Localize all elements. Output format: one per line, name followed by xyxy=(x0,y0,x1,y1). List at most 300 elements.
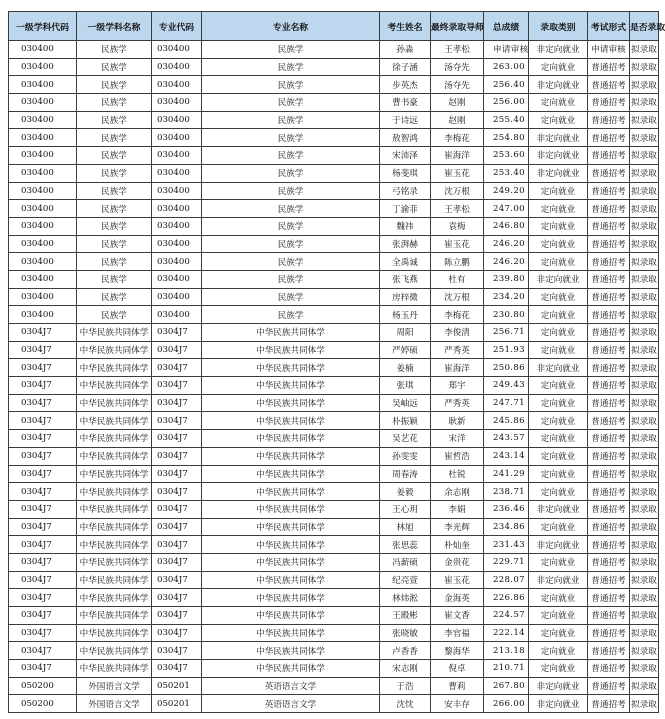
final-supervisor-cell: 李娟 xyxy=(431,500,484,518)
exam-type-cell: 普通招考 xyxy=(588,660,630,678)
major-code-cell: 030400 xyxy=(152,147,202,165)
admission-category-cell: 非定向就业 xyxy=(529,270,588,288)
primary-discipline-name-cell: 中华民族共同体学 xyxy=(77,607,152,625)
exam-type-cell: 普通招考 xyxy=(588,147,630,165)
exam-type-cell: 普通招考 xyxy=(588,518,630,536)
final-supervisor-cell: 黎海华 xyxy=(431,642,484,660)
final-supervisor-cell: 李梅花 xyxy=(431,129,484,147)
major-name-cell: 民族学 xyxy=(202,217,380,235)
exam-type-cell: 普通招考 xyxy=(588,624,630,642)
exam-type-cell: 普通招考 xyxy=(588,76,630,94)
primary-discipline-code-cell: 030400 xyxy=(9,111,77,129)
admission-status-cell: 拟录取 xyxy=(630,164,659,182)
admission-status-cell: 拟录取 xyxy=(630,94,659,112)
column-header-admission-category: 录取类别 xyxy=(529,12,588,41)
major-code-cell: 0304J7 xyxy=(152,377,202,395)
column-header-primary-discipline-name: 一级学科名称 xyxy=(77,12,152,41)
table-row xyxy=(9,270,659,288)
major-name-cell: 中华民族共同体学 xyxy=(202,571,380,589)
admission-category-cell: 定向就业 xyxy=(529,111,588,129)
admission-category-cell: 定向就业 xyxy=(529,447,588,465)
final-supervisor-cell: 王孝松 xyxy=(431,41,484,59)
major-code-cell: 0304J7 xyxy=(152,447,202,465)
total-score-cell: 230.80 xyxy=(484,306,529,324)
admission-status-cell: 拟录取 xyxy=(630,58,659,76)
total-score-cell: 254.80 xyxy=(484,129,529,147)
admission-category-cell: 非定向就业 xyxy=(529,359,588,377)
candidate-name-cell: 张飞燕 xyxy=(380,270,431,288)
exam-type-cell: 申请审核 xyxy=(588,41,630,59)
primary-discipline-code-cell: 0304J7 xyxy=(9,394,77,412)
primary-discipline-code-cell: 0304J7 xyxy=(9,483,77,501)
admission-status-cell: 拟录取 xyxy=(630,536,659,554)
admission-category-cell: 定向就业 xyxy=(529,324,588,342)
admission-status-cell: 拟录取 xyxy=(630,129,659,147)
primary-discipline-name-cell: 民族学 xyxy=(77,288,152,306)
final-supervisor-cell: 李官福 xyxy=(431,624,484,642)
primary-discipline-code-cell: 030400 xyxy=(9,288,77,306)
total-score-cell: 申请审核 xyxy=(484,41,529,59)
final-supervisor-cell: 崔玉花 xyxy=(431,571,484,589)
candidate-name-cell: 徐子涵 xyxy=(380,58,431,76)
primary-discipline-code-cell: 030400 xyxy=(9,200,77,218)
final-supervisor-cell: 杜有 xyxy=(431,270,484,288)
admission-status-cell: 拟录取 xyxy=(630,447,659,465)
admission-category-cell: 定向就业 xyxy=(529,377,588,395)
major-code-cell: 0304J7 xyxy=(152,394,202,412)
major-code-cell: 0304J7 xyxy=(152,589,202,607)
exam-type-cell: 普通招考 xyxy=(588,359,630,377)
exam-type-cell: 普通招考 xyxy=(588,500,630,518)
admission-status-cell: 拟录取 xyxy=(630,270,659,288)
admission-category-cell: 定向就业 xyxy=(529,483,588,501)
exam-type-cell: 普通招考 xyxy=(588,447,630,465)
primary-discipline-name-cell: 中华民族共同体学 xyxy=(77,377,152,395)
admission-category-cell: 定向就业 xyxy=(529,660,588,678)
column-header-admission-status: 是否录取 xyxy=(630,12,659,41)
final-supervisor-cell: 杜锐 xyxy=(431,465,484,483)
table-row xyxy=(9,164,659,182)
admission-status-cell: 拟录取 xyxy=(630,288,659,306)
major-name-cell: 中华民族共同体学 xyxy=(202,377,380,395)
exam-type-cell: 普通招考 xyxy=(588,412,630,430)
candidate-name-cell: 于诗远 xyxy=(380,111,431,129)
total-score-cell: 239.80 xyxy=(484,270,529,288)
exam-type-cell: 普通招考 xyxy=(588,217,630,235)
primary-discipline-code-cell: 030400 xyxy=(9,147,77,165)
table-row xyxy=(9,235,659,253)
admission-category-cell: 非定向就业 xyxy=(529,164,588,182)
major-code-cell: 0304J7 xyxy=(152,536,202,554)
major-code-cell: 0304J7 xyxy=(152,553,202,571)
primary-discipline-code-cell: 0304J7 xyxy=(9,624,77,642)
major-code-cell: 0304J7 xyxy=(152,341,202,359)
primary-discipline-code-cell: 030400 xyxy=(9,76,77,94)
total-score-cell: 229.71 xyxy=(484,553,529,571)
primary-discipline-name-cell: 中华民族共同体学 xyxy=(77,500,152,518)
major-code-cell: 0304J7 xyxy=(152,483,202,501)
candidate-name-cell: 王心玥 xyxy=(380,500,431,518)
admission-status-cell: 拟录取 xyxy=(630,483,659,501)
major-name-cell: 中华民族共同体学 xyxy=(202,553,380,571)
total-score-cell: 243.14 xyxy=(484,447,529,465)
table-row xyxy=(9,500,659,518)
admission-category-cell: 非定向就业 xyxy=(529,695,588,713)
candidate-name-cell: 周阳 xyxy=(380,324,431,342)
major-name-cell: 中华民族共同体学 xyxy=(202,465,380,483)
total-score-cell: 243.57 xyxy=(484,430,529,448)
primary-discipline-code-cell: 0304J7 xyxy=(9,553,77,571)
primary-discipline-code-cell: 0304J7 xyxy=(9,324,77,342)
major-name-cell: 中华民族共同体学 xyxy=(202,642,380,660)
total-score-cell: 253.40 xyxy=(484,164,529,182)
column-header-final-supervisor: 最终录取导师 xyxy=(431,12,484,41)
exam-type-cell: 普通招考 xyxy=(588,394,630,412)
major-code-cell: 0304J7 xyxy=(152,660,202,678)
candidate-name-cell: 王殿彬 xyxy=(380,607,431,625)
primary-discipline-code-cell: 0304J7 xyxy=(9,660,77,678)
major-name-cell: 民族学 xyxy=(202,306,380,324)
total-score-cell: 247.71 xyxy=(484,394,529,412)
table-row xyxy=(9,94,659,112)
major-code-cell: 030400 xyxy=(152,253,202,271)
total-score-cell: 249.20 xyxy=(484,182,529,200)
primary-discipline-name-cell: 中华民族共同体学 xyxy=(77,430,152,448)
total-score-cell: 253.60 xyxy=(484,147,529,165)
table-body xyxy=(9,41,659,713)
final-supervisor-cell: 崔玉花 xyxy=(431,164,484,182)
final-supervisor-cell: 汤夺先 xyxy=(431,58,484,76)
candidate-name-cell: 敖智鸿 xyxy=(380,129,431,147)
exam-type-cell: 普通招考 xyxy=(588,465,630,483)
admission-status-cell: 拟录取 xyxy=(630,607,659,625)
admission-category-cell: 非定向就业 xyxy=(529,76,588,94)
admission-status-cell: 拟录取 xyxy=(630,430,659,448)
major-name-cell: 中华民族共同体学 xyxy=(202,341,380,359)
primary-discipline-name-cell: 中华民族共同体学 xyxy=(77,571,152,589)
column-header-candidate-name: 考生姓名 xyxy=(380,12,431,41)
admission-status-cell: 拟录取 xyxy=(630,200,659,218)
final-supervisor-cell: 李梅花 xyxy=(431,306,484,324)
final-supervisor-cell: 耿新 xyxy=(431,412,484,430)
table-row xyxy=(9,677,659,695)
exam-type-cell: 普通招考 xyxy=(588,129,630,147)
admission-status-cell: 拟录取 xyxy=(630,394,659,412)
primary-discipline-code-cell: 0304J7 xyxy=(9,500,77,518)
table-row xyxy=(9,253,659,271)
major-name-cell: 中华民族共同体学 xyxy=(202,394,380,412)
primary-discipline-code-cell: 0304J7 xyxy=(9,571,77,589)
candidate-name-cell: 张湃赫 xyxy=(380,235,431,253)
admission-category-cell: 定向就业 xyxy=(529,341,588,359)
admission-category-cell: 非定向就业 xyxy=(529,677,588,695)
primary-discipline-code-cell: 030400 xyxy=(9,217,77,235)
table-row xyxy=(9,642,659,660)
major-code-cell: 030400 xyxy=(152,76,202,94)
admission-status-cell: 拟录取 xyxy=(630,500,659,518)
column-header-major-code: 专业代码 xyxy=(152,12,202,41)
primary-discipline-name-cell: 中华民族共同体学 xyxy=(77,341,152,359)
admission-status-cell: 拟录取 xyxy=(630,147,659,165)
primary-discipline-code-cell: 030400 xyxy=(9,270,77,288)
admission-status-cell: 拟录取 xyxy=(630,41,659,59)
major-code-cell: 030400 xyxy=(152,111,202,129)
candidate-name-cell: 姜毅 xyxy=(380,483,431,501)
candidate-name-cell: 魏祎 xyxy=(380,217,431,235)
candidate-name-cell: 杨玉丹 xyxy=(380,306,431,324)
major-name-cell: 民族学 xyxy=(202,58,380,76)
major-name-cell: 民族学 xyxy=(202,129,380,147)
table-row xyxy=(9,288,659,306)
total-score-cell: 234.20 xyxy=(484,288,529,306)
admission-category-cell: 定向就业 xyxy=(529,394,588,412)
primary-discipline-name-cell: 民族学 xyxy=(77,235,152,253)
candidate-name-cell: 姜楠 xyxy=(380,359,431,377)
primary-discipline-code-cell: 050200 xyxy=(9,695,77,713)
admission-status-cell: 拟录取 xyxy=(630,324,659,342)
exam-type-cell: 普通招考 xyxy=(588,695,630,713)
primary-discipline-name-cell: 中华民族共同体学 xyxy=(77,624,152,642)
candidate-name-cell: 沈忱 xyxy=(380,695,431,713)
total-score-cell: 238.71 xyxy=(484,483,529,501)
major-code-cell: 030400 xyxy=(152,270,202,288)
major-code-cell: 030400 xyxy=(152,182,202,200)
admission-status-cell: 拟录取 xyxy=(630,465,659,483)
table-row xyxy=(9,465,659,483)
total-score-cell: 234.86 xyxy=(484,518,529,536)
final-supervisor-cell: 崔海洋 xyxy=(431,147,484,165)
admission-category-cell: 定向就业 xyxy=(529,553,588,571)
primary-discipline-code-cell: 0304J7 xyxy=(9,589,77,607)
primary-discipline-code-cell: 030400 xyxy=(9,182,77,200)
admission-category-cell: 定向就业 xyxy=(529,607,588,625)
exam-type-cell: 普通招考 xyxy=(588,182,630,200)
major-code-cell: 0304J7 xyxy=(152,518,202,536)
final-supervisor-cell: 沈万根 xyxy=(431,182,484,200)
final-supervisor-cell: 金海英 xyxy=(431,589,484,607)
primary-discipline-code-cell: 030400 xyxy=(9,253,77,271)
major-code-cell: 0304J7 xyxy=(152,607,202,625)
primary-discipline-name-cell: 中华民族共同体学 xyxy=(77,660,152,678)
final-supervisor-cell: 严秀英 xyxy=(431,341,484,359)
admission-status-cell: 拟录取 xyxy=(630,642,659,660)
admission-table-container xyxy=(8,11,665,713)
total-score-cell: 226.86 xyxy=(484,589,529,607)
admission-status-cell: 拟录取 xyxy=(630,182,659,200)
admission-category-cell: 定向就业 xyxy=(529,589,588,607)
admission-category-cell: 定向就业 xyxy=(529,288,588,306)
table-row xyxy=(9,182,659,200)
exam-type-cell: 普通招考 xyxy=(588,253,630,271)
total-score-cell: 267.80 xyxy=(484,677,529,695)
final-supervisor-cell: 王孝松 xyxy=(431,200,484,218)
primary-discipline-name-cell: 民族学 xyxy=(77,306,152,324)
candidate-name-cell: 林旭 xyxy=(380,518,431,536)
final-supervisor-cell: 李俊清 xyxy=(431,324,484,342)
admission-status-cell: 拟录取 xyxy=(630,306,659,324)
admission-status-cell: 拟录取 xyxy=(630,217,659,235)
major-name-cell: 民族学 xyxy=(202,164,380,182)
major-code-cell: 030400 xyxy=(152,200,202,218)
major-name-cell: 民族学 xyxy=(202,270,380,288)
primary-discipline-code-cell: 0304J7 xyxy=(9,607,77,625)
primary-discipline-name-cell: 中华民族共同体学 xyxy=(77,394,152,412)
candidate-name-cell: 孙淼 xyxy=(380,41,431,59)
total-score-cell: 256.40 xyxy=(484,76,529,94)
admission-category-cell: 非定向就业 xyxy=(529,571,588,589)
candidate-name-cell: 朴振颖 xyxy=(380,412,431,430)
major-name-cell: 民族学 xyxy=(202,147,380,165)
column-header-exam-type: 考试形式 xyxy=(588,12,630,41)
exam-type-cell: 普通招考 xyxy=(588,677,630,695)
table-row xyxy=(9,607,659,625)
table-row xyxy=(9,41,659,59)
major-name-cell: 中华民族共同体学 xyxy=(202,624,380,642)
total-score-cell: 228.07 xyxy=(484,571,529,589)
major-name-cell: 中华民族共同体学 xyxy=(202,607,380,625)
total-score-cell: 255.40 xyxy=(484,111,529,129)
table-row xyxy=(9,695,659,713)
total-score-cell: 241.29 xyxy=(484,465,529,483)
candidate-name-cell: 宋志刚 xyxy=(380,660,431,678)
primary-discipline-code-cell: 0304J7 xyxy=(9,412,77,430)
admission-status-cell: 拟录取 xyxy=(630,677,659,695)
primary-discipline-name-cell: 民族学 xyxy=(77,147,152,165)
primary-discipline-code-cell: 030400 xyxy=(9,164,77,182)
total-score-cell: 256.00 xyxy=(484,94,529,112)
exam-type-cell: 普通招考 xyxy=(588,288,630,306)
admission-category-cell: 定向就业 xyxy=(529,58,588,76)
admission-category-cell: 定向就业 xyxy=(529,235,588,253)
total-score-cell: 213.18 xyxy=(484,642,529,660)
primary-discipline-code-cell: 030400 xyxy=(9,58,77,76)
primary-discipline-code-cell: 0304J7 xyxy=(9,359,77,377)
exam-type-cell: 普通招考 xyxy=(588,200,630,218)
table-row xyxy=(9,111,659,129)
primary-discipline-name-cell: 民族学 xyxy=(77,182,152,200)
total-score-cell: 210.71 xyxy=(484,660,529,678)
admission-category-cell: 定向就业 xyxy=(529,306,588,324)
primary-discipline-name-cell: 中华民族共同体学 xyxy=(77,589,152,607)
admission-category-cell: 定向就业 xyxy=(529,200,588,218)
admission-status-cell: 拟录取 xyxy=(630,359,659,377)
exam-type-cell: 普通招考 xyxy=(588,553,630,571)
exam-type-cell: 普通招考 xyxy=(588,324,630,342)
major-name-cell: 中华民族共同体学 xyxy=(202,324,380,342)
table-row xyxy=(9,200,659,218)
exam-type-cell: 普通招考 xyxy=(588,270,630,288)
major-code-cell: 0304J7 xyxy=(152,412,202,430)
table-row xyxy=(9,359,659,377)
table-header-row xyxy=(9,12,659,41)
final-supervisor-cell: 沈万根 xyxy=(431,288,484,306)
primary-discipline-name-cell: 中华民族共同体学 xyxy=(77,359,152,377)
primary-discipline-code-cell: 050200 xyxy=(9,677,77,695)
candidate-name-cell: 吴岫远 xyxy=(380,394,431,412)
major-name-cell: 中华民族共同体学 xyxy=(202,536,380,554)
final-supervisor-cell: 崔海洋 xyxy=(431,359,484,377)
major-code-cell: 030400 xyxy=(152,41,202,59)
final-supervisor-cell: 宋洋 xyxy=(431,430,484,448)
candidate-name-cell: 林炜淞 xyxy=(380,589,431,607)
total-score-cell: 224.57 xyxy=(484,607,529,625)
primary-discipline-code-cell: 030400 xyxy=(9,306,77,324)
primary-discipline-code-cell: 030400 xyxy=(9,129,77,147)
final-supervisor-cell: 陈立鹏 xyxy=(431,253,484,271)
admission-status-cell: 拟录取 xyxy=(630,76,659,94)
exam-type-cell: 普通招考 xyxy=(588,483,630,501)
admission-category-cell: 定向就业 xyxy=(529,217,588,235)
major-code-cell: 050201 xyxy=(152,695,202,713)
exam-type-cell: 普通招考 xyxy=(588,536,630,554)
candidate-name-cell: 张琪 xyxy=(380,377,431,395)
table-row xyxy=(9,430,659,448)
final-supervisor-cell: 余志刚 xyxy=(431,483,484,501)
table-row xyxy=(9,536,659,554)
table-row xyxy=(9,147,659,165)
major-name-cell: 民族学 xyxy=(202,41,380,59)
table-row xyxy=(9,624,659,642)
major-name-cell: 中华民族共同体学 xyxy=(202,518,380,536)
admission-category-cell: 非定向就业 xyxy=(529,129,588,147)
major-name-cell: 中华民族共同体学 xyxy=(202,359,380,377)
table-row xyxy=(9,660,659,678)
candidate-name-cell: 于浩 xyxy=(380,677,431,695)
column-header-total-score: 总成绩 xyxy=(484,12,529,41)
exam-type-cell: 普通招考 xyxy=(588,111,630,129)
candidate-name-cell: 张晓敏 xyxy=(380,624,431,642)
candidate-name-cell: 周春涛 xyxy=(380,465,431,483)
major-code-cell: 030400 xyxy=(152,235,202,253)
major-name-cell: 民族学 xyxy=(202,76,380,94)
major-name-cell: 中华民族共同体学 xyxy=(202,660,380,678)
primary-discipline-name-cell: 民族学 xyxy=(77,217,152,235)
primary-discipline-code-cell: 0304J7 xyxy=(9,341,77,359)
admission-category-cell: 定向就业 xyxy=(529,465,588,483)
primary-discipline-code-cell: 030400 xyxy=(9,94,77,112)
table-row xyxy=(9,571,659,589)
primary-discipline-code-cell: 0304J7 xyxy=(9,430,77,448)
admission-status-cell: 拟录取 xyxy=(630,589,659,607)
major-code-cell: 0304J7 xyxy=(152,465,202,483)
primary-discipline-code-cell: 030400 xyxy=(9,41,77,59)
primary-discipline-code-cell: 0304J7 xyxy=(9,642,77,660)
exam-type-cell: 普通招考 xyxy=(588,377,630,395)
final-supervisor-cell: 赵刚 xyxy=(431,94,484,112)
primary-discipline-name-cell: 民族学 xyxy=(77,270,152,288)
major-name-cell: 民族学 xyxy=(202,235,380,253)
primary-discipline-name-cell: 中华民族共同体学 xyxy=(77,553,152,571)
final-supervisor-cell: 崔哲浩 xyxy=(431,447,484,465)
candidate-name-cell: 冯薪硕 xyxy=(380,553,431,571)
admission-status-cell: 拟录取 xyxy=(630,253,659,271)
exam-type-cell: 普通招考 xyxy=(588,94,630,112)
admission-status-cell: 拟录取 xyxy=(630,518,659,536)
total-score-cell: 245.86 xyxy=(484,412,529,430)
final-supervisor-cell: 李光辉 xyxy=(431,518,484,536)
candidate-name-cell: 宋沛泽 xyxy=(380,147,431,165)
primary-discipline-name-cell: 中华民族共同体学 xyxy=(77,536,152,554)
table-row xyxy=(9,394,659,412)
primary-discipline-name-cell: 中华民族共同体学 xyxy=(77,642,152,660)
primary-discipline-code-cell: 0304J7 xyxy=(9,447,77,465)
admission-category-cell: 定向就业 xyxy=(529,518,588,536)
admission-category-cell: 定向就业 xyxy=(529,642,588,660)
major-code-cell: 030400 xyxy=(152,129,202,147)
table-row xyxy=(9,129,659,147)
major-code-cell: 030400 xyxy=(152,58,202,76)
table-row xyxy=(9,412,659,430)
